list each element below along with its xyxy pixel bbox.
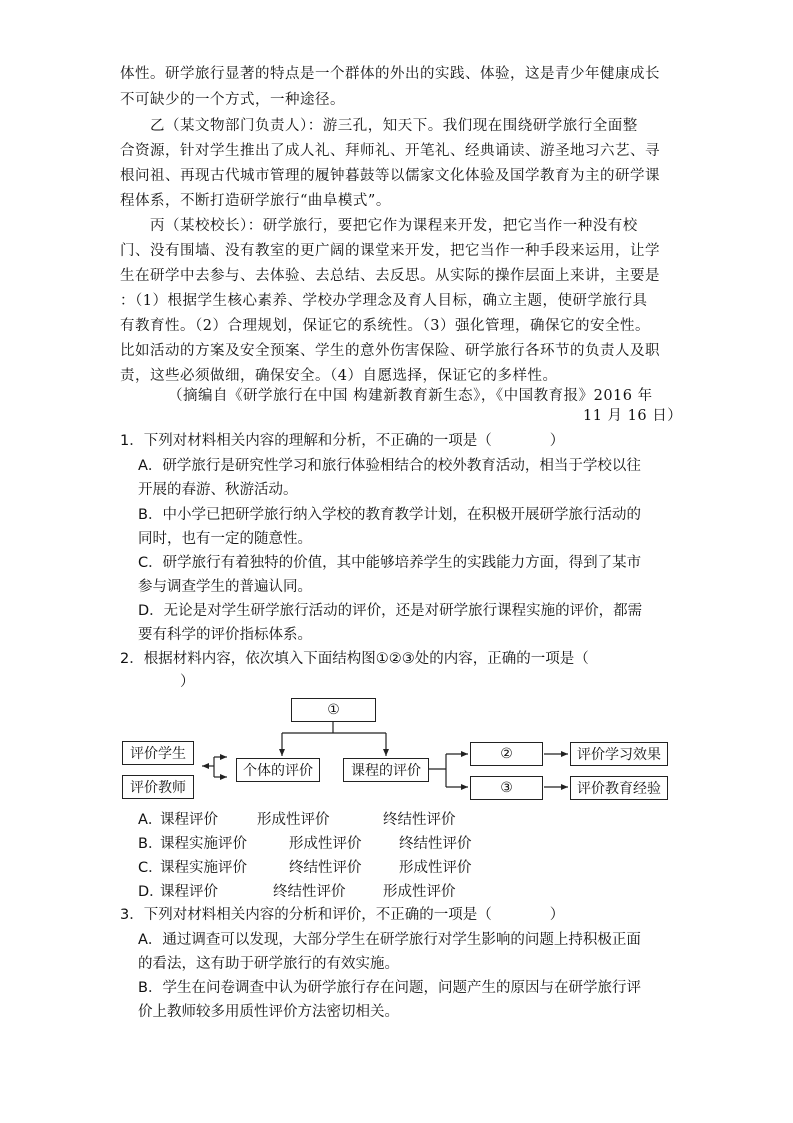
question-stem: 1．下列对材料相关内容的理解和分析，不正确的一项是（ ） xyxy=(120,433,565,449)
diagram-box-teaching-experience: 评价教育经验 xyxy=(570,776,668,800)
option-text: C．研学旅行有着独特的价值，其中能够培养学生的实践能力方面，得到了某市 xyxy=(138,555,642,571)
option-text: 同时，也有一定的随意性。 xyxy=(138,531,312,547)
option-text: 开展的春游、秋游活动。 xyxy=(138,482,298,498)
passage-line: 不可缺少的一个方式，一种途径。 xyxy=(120,92,345,108)
option-letter: C． xyxy=(138,860,163,876)
passage-line: 有教育性。（2）合理规划，保证它的系统性。（3）强化管理，确保它的安全性。 xyxy=(120,318,650,334)
option-text: 要有科学的评价指标体系。 xyxy=(138,627,312,643)
option-cell: 形成性评价 xyxy=(399,860,472,876)
diagram-box-course-evaluation: 课程的评价 xyxy=(343,758,429,782)
passage-line: 程体系，不断打造研学旅行“曲阜模式”。 xyxy=(120,193,391,209)
passage-line: 根问祖、再现古代城市管理的履钟暮鼓等以儒家文化体验及国学教育为主的研学课 xyxy=(120,168,660,184)
question-stem: 3．下列对材料相关内容的分析和评价，不正确的一项是（ ） xyxy=(120,907,565,923)
option-cell: 终结性评价 xyxy=(399,836,472,852)
option-cell: 终结性评价 xyxy=(383,812,456,828)
option-text: D．无论是对学生研学旅行活动的评价，还是对研学旅行课程实施的评价，都需 xyxy=(138,603,643,619)
source-citation-date: 11 月 16 日） xyxy=(583,408,683,424)
option-text: A．通过调查可以发现，大部分学生在研学旅行对学生影响的问题上持积极正面 xyxy=(138,932,641,948)
option-text: A．研学旅行是研究性学习和旅行体验相结合的校外教育活动，相当于学校以往 xyxy=(138,458,641,474)
option-text: 参与调查学生的普遍认同。 xyxy=(138,579,312,595)
diagram-box-2: ② xyxy=(470,742,543,766)
option-text: 的看法，这有助于研学旅行的有效实施。 xyxy=(138,956,399,972)
passage-line: 比如活动的方案及安全预案、学生的意外伤害保险、研学旅行各环节的负责人及职 xyxy=(120,343,660,359)
question-stem: 2．根据材料内容，依次填入下面结构图①②③处的内容，正确的一项是（ xyxy=(120,651,589,667)
passage-line: 丙（某校校长）：研学旅行，要把它作为课程来开发，把它当作一种没有校 xyxy=(150,218,638,234)
question-stem-end: ） xyxy=(180,674,195,690)
option-letter: B． xyxy=(138,836,163,852)
passage-line: 生在研学中去参与、去体验、去总结、去反思。从实际的操作层面上来讲，主要是 xyxy=(120,268,660,284)
diagram-box-1: ① xyxy=(291,698,376,722)
passage-line: 门、没有围墙、没有教室的更广阔的课堂来开发，把它当作一种手段来运用，让学 xyxy=(120,243,660,259)
option-cell: 形成性评价 xyxy=(289,836,362,852)
option-text: B．学生在问卷调查中认为研学旅行存在问题，问题产生的原因与在研学旅行评 xyxy=(138,980,641,996)
option-cell: 终结性评价 xyxy=(289,860,362,876)
passage-line: ：（1）根据学生核心素养、学校办学理念及育人目标，确立主题，使研学旅行具 xyxy=(120,293,648,309)
passage-line: 合资源，针对学生推出了成人礼、拜师礼、开笔礼、经典诵读、游圣地习六艺、寻 xyxy=(120,143,660,159)
source-citation: （摘编自《研学旅行在中国 构建新教育新生态》，《中国教育报》2016 年 xyxy=(168,388,653,404)
diagram-box-evaluate-students: 评价学生 xyxy=(122,741,194,765)
option-cell: 课程评价 xyxy=(160,884,218,900)
structure-diagram xyxy=(118,694,678,806)
option-letter: D． xyxy=(138,884,164,900)
passage-line: 体性。研学旅行显著的特点是一个群体的外出的实践、体验，这是青少年健康成长 xyxy=(120,66,660,82)
diagram-box-3: ③ xyxy=(470,776,543,800)
diagram-box-learning-effect: 评价学习效果 xyxy=(570,742,668,766)
option-cell: 课程实施评价 xyxy=(160,836,247,852)
option-cell: 形成性评价 xyxy=(383,884,456,900)
option-cell: 形成性评价 xyxy=(257,812,330,828)
option-cell: 终结性评价 xyxy=(273,884,346,900)
option-cell: 课程评价 xyxy=(160,812,218,828)
option-cell: 课程实施评价 xyxy=(160,860,247,876)
diagram-box-individual-evaluation: 个体的评价 xyxy=(236,758,320,782)
option-text: B．中小学已把研学旅行纳入学校的教育教学计划，在积极开展研学旅行活动的 xyxy=(138,507,641,523)
option-text: 价上教师较多用质性评价方法密切相关。 xyxy=(138,1004,399,1020)
passage-line: 责，这些必须做细，确保安全。（4）自愿选择，保证它的多样性。 xyxy=(120,368,558,384)
passage-line: 乙（某文物部门负责人）：游三孔，知天下。我们现在围绕研学旅行全面整 xyxy=(150,118,638,134)
diagram-box-evaluate-teachers: 评价教师 xyxy=(122,775,194,799)
option-letter: A． xyxy=(138,812,163,828)
